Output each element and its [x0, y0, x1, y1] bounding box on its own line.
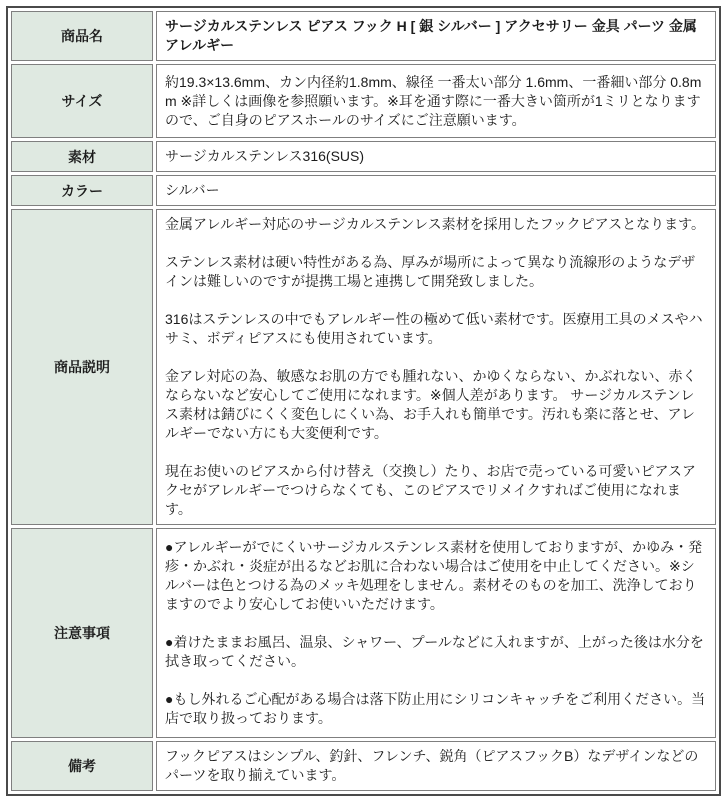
- table-row-description: [11, 209, 716, 525]
- table-row-material: [11, 141, 716, 172]
- product-name-text: サージカルステンレス ピアス フック H [ 銀 シルバー ] アクセサリー 金具 パーツ 金属アレルギー: [165, 18, 697, 53]
- material-text: サージカルステンレス316(SUS): [165, 148, 365, 164]
- row-value-material: [156, 141, 716, 172]
- row-value-product-name: [156, 11, 716, 61]
- table-row-remarks: [11, 741, 716, 791]
- product-spec-table: [6, 6, 721, 796]
- table-row-notes: [11, 528, 716, 738]
- description-paragraph: 金属アレルギー対応のサージカルステンレス素材を採用したフックピアスとなります。: [165, 216, 705, 232]
- table-row-size: [11, 64, 716, 138]
- row-label-color: カラー: [11, 175, 153, 206]
- row-label-remarks: 備考: [11, 741, 153, 791]
- note-paragraph: ●アレルギーがでにくいサージカルステンレス素材を使用しておりますが、かゆみ・発疹・かぶれ・炎症が出るなどお肌に合わない場合はご使用を中止してください。※シルバーは色とつける為のメッキ処理をしません。素材そのものを加工、洗浄しておりますのでより安心してお使いいただけます。: [165, 539, 703, 612]
- description-paragraph: 316はステンレスの中でもアレルギー性の極めて低い素材です。医療用工具のメスやハサミ、ボディピアスにも使用されています。: [165, 311, 703, 346]
- note-paragraph: ●もし外れるご心配がある場合は落下防止用にシリコンキャッチをご利用ください。当店で取り扱っております。: [165, 691, 706, 726]
- row-value-remarks: [156, 741, 716, 791]
- description-paragraph: ステンレス素材は硬い特性がある為、厚みが場所によって異なり流線形のようなデザインは難しいのですが提携工場と連携して開発致しました。: [165, 254, 696, 289]
- note-paragraph: ●着けたままお風呂、温泉、シャワー、プールなどに入れますが、上がった後は水分を拭き取ってください。: [165, 634, 704, 669]
- row-value-color: [156, 175, 716, 206]
- row-label-material: 素材: [11, 141, 153, 172]
- size-text: 約19.3×13.6mm、カン内径約1.8mm、線径 一番太い部分 1.6mm、一番細い部分 0.8mm ※詳しくは画像を参照願います。※耳を通す際に一番大きい箇所が1ミリとなりますので、ご自身のピアスホールのサイズにご注意願います。: [165, 73, 702, 128]
- table-row-product-name: [11, 11, 716, 61]
- remarks-text: フックピアスはシンプル、釣針、フレンチ、鋭角（ピアスフックB）なデザインなどのパーツを取り揃えています。: [165, 748, 699, 783]
- row-label-product-name: 商品名: [11, 11, 153, 61]
- row-value-notes: [156, 528, 716, 738]
- row-value-size: [156, 64, 716, 138]
- row-label-notes: 注意事項: [11, 528, 153, 738]
- row-label-size: サイズ: [11, 64, 153, 138]
- description-paragraph: 金アレ対応の為、敏感なお肌の方でも腫れない、かゆくならない、かぶれない、赤くならないなど安心してご使用になれます。※個人差があります。 サージカルステンレス素材は錆びにくく変色しにくい為、お手入れも簡単です。汚れも楽に落とせ、アレルギーでない方にも大変便利です。: [165, 368, 697, 441]
- row-label-description: 商品説明: [11, 209, 153, 525]
- row-value-description: [156, 209, 716, 525]
- color-text: シルバー: [165, 182, 220, 198]
- table-row-color: [11, 175, 716, 206]
- description-paragraph: 現在お使いのピアスから付け替え（交換し）たり、お店で売っている可愛いピアスアクセがアレルギーでつけらなくても、このピアスでリメイクすればご使用になれます。: [165, 463, 696, 517]
